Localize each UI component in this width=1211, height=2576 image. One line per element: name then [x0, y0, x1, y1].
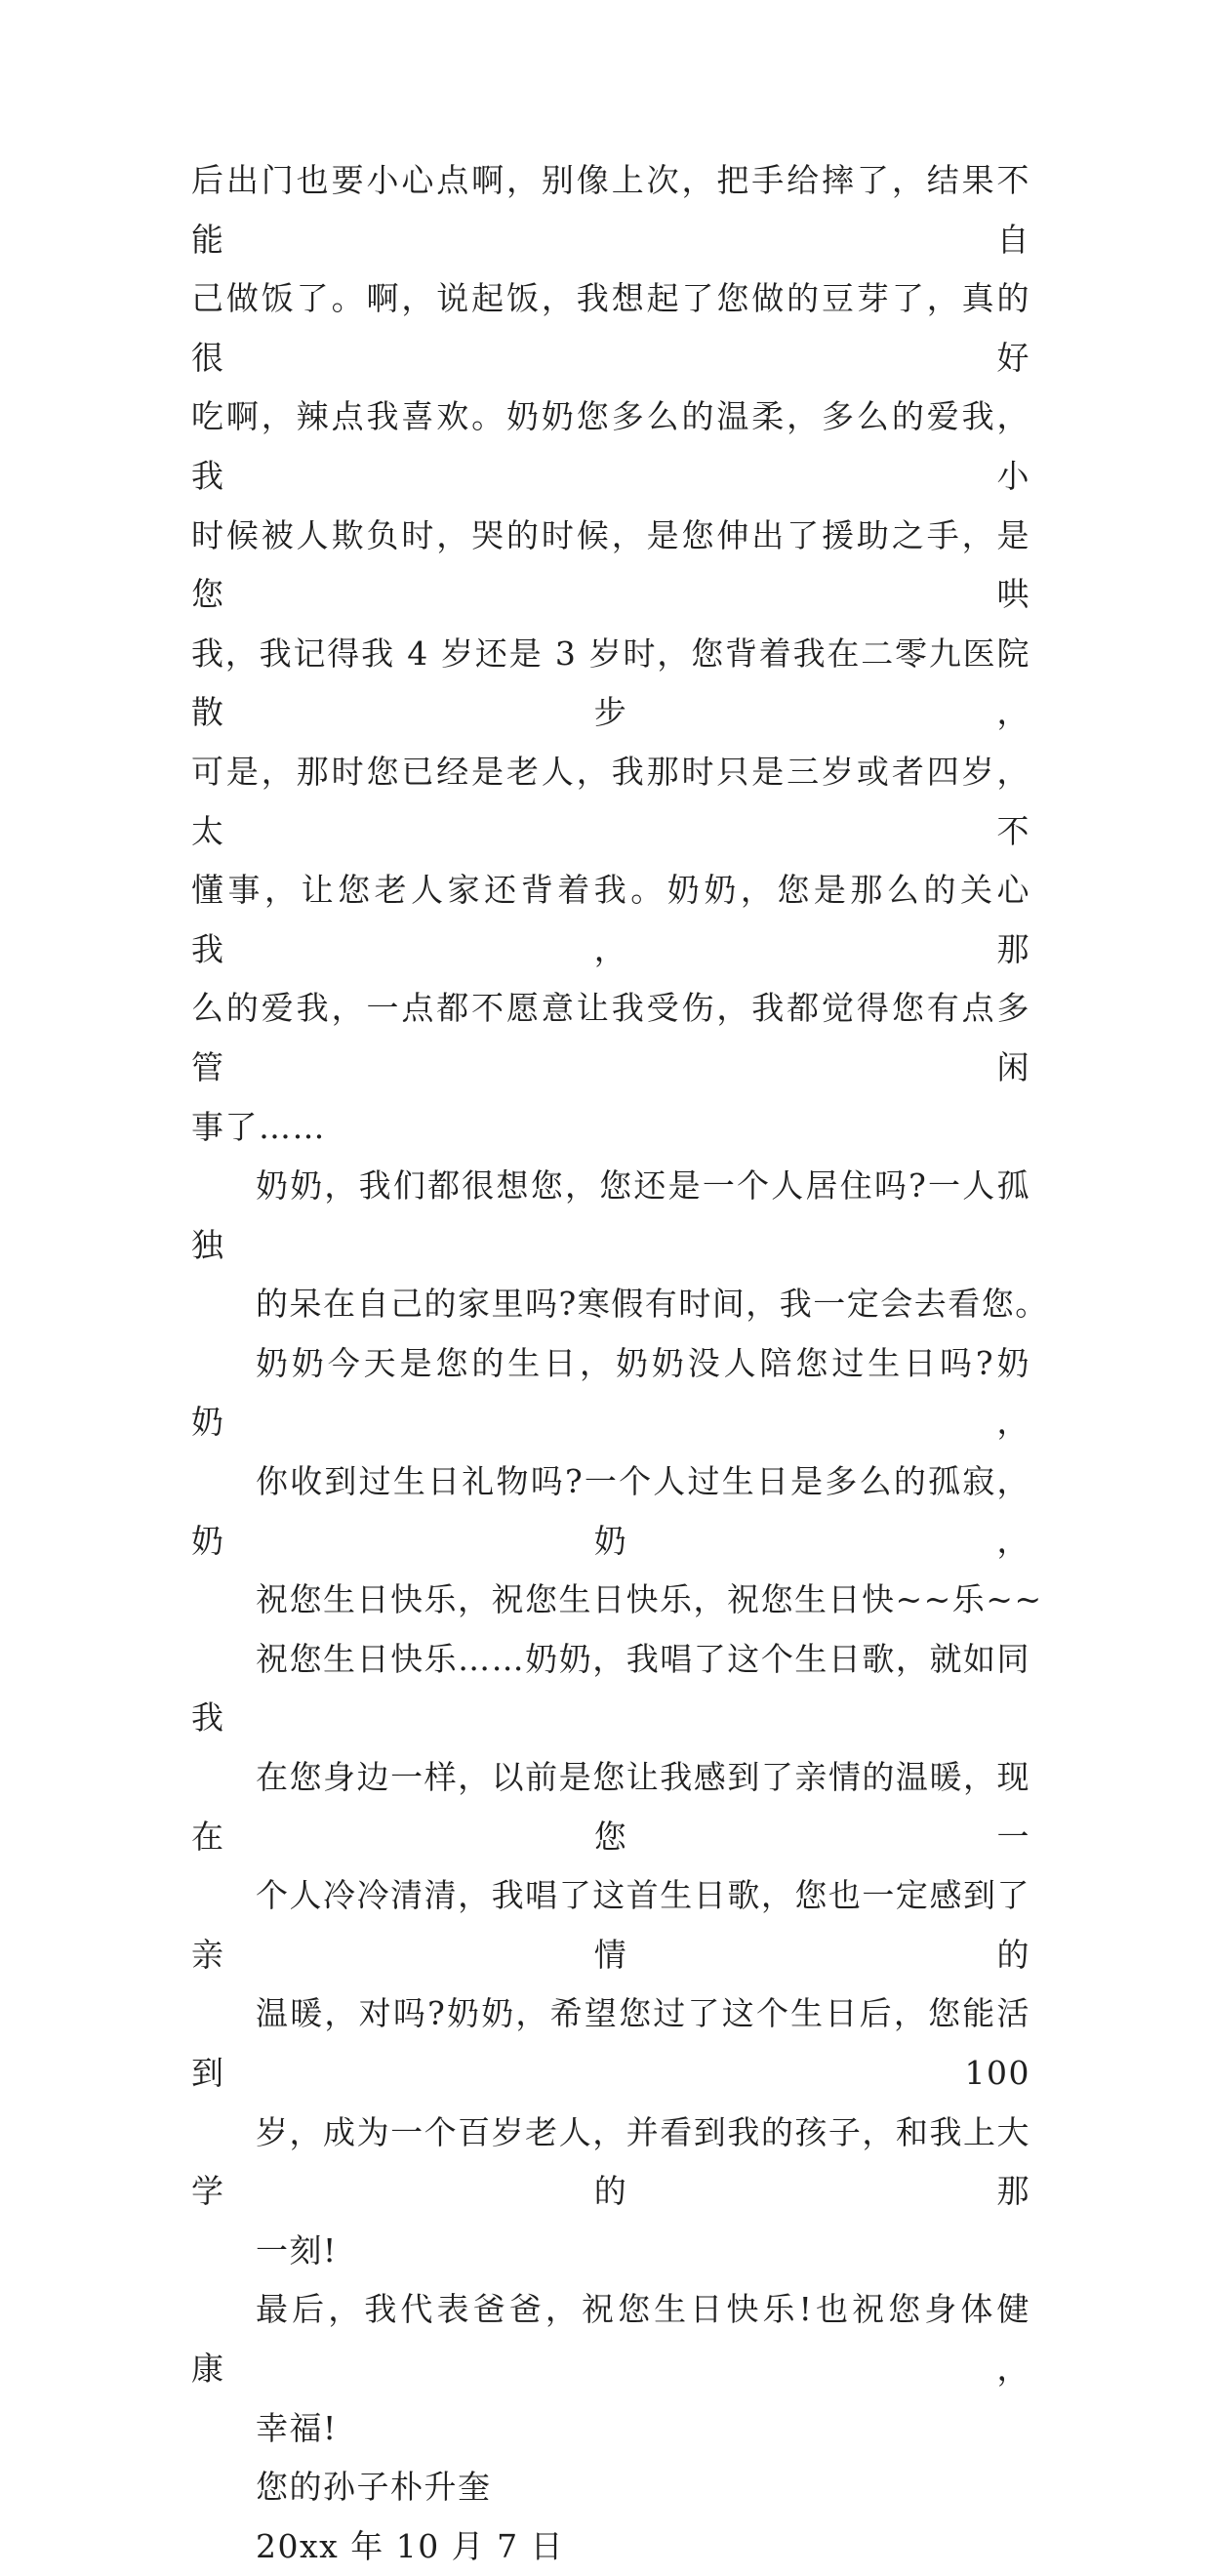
- text-line: 己做饭了。啊，说起饭，我想起了您做的豆芽了，真的很好: [191, 279, 1030, 377]
- text-line: 一刻!: [256, 2230, 338, 2269]
- text-line: 最后，我代表爸爸，祝您生日快乐!也祝您身体健康，: [191, 2290, 1030, 2388]
- text-line: 事了……: [191, 1107, 326, 1146]
- text-line: 岁，成为一个百岁老人，并看到我的孩子，和我上大学的那: [191, 2112, 1030, 2211]
- paragraph: [191, 151, 1030, 1157]
- paragraph: [191, 2280, 1030, 2458]
- text-line: 懂事，让您老人家还背着我。奶奶，您是那么的关心我，那: [191, 871, 1030, 968]
- paragraph: [191, 1334, 1043, 1630]
- text-line: 时候被人欺负时，哭的时候，是您伸出了援助之手，是您哄: [191, 515, 1030, 614]
- paragraph: [191, 1157, 1049, 1334]
- text-line: 么的爱我，一点都不愿意让我受伤，我都觉得您有点多管闲: [191, 989, 1030, 1086]
- text-line: 可是，那时您已经是老人，我那时只是三岁或者四岁，太不: [191, 752, 1030, 850]
- text-line: 后出门也要小心点啊，别像上次，把手给摔了，结果不能自: [191, 161, 1030, 259]
- text-line: 的呆在自己的家里吗?寒假有时间，我一定会去看您。: [256, 1285, 1049, 1324]
- text-line: 祝您生日快乐……奶奶，我唱了这个生日歌，就如同我: [191, 1639, 1030, 1738]
- text-line: 我，我记得我 4 岁还是 3 岁时，您背着我在二零九医院散步，: [191, 634, 1030, 732]
- text-line: 奶奶，我们都很想您，您还是一个人居住吗?一人孤独: [191, 1166, 1030, 1264]
- letter-date: 20xx 年 10 月 7 日: [256, 2526, 565, 2565]
- text-line: 在您身边一样，以前是您让我感到了亲情的温暖，现在您一: [191, 1758, 1030, 1856]
- text-line: 祝您生日快乐，祝您生日快乐，祝您生日快~~乐~~: [256, 1580, 1043, 1619]
- text-line: 温暖，对吗?奶奶，希望您过了这个生日后，您能活到 100: [191, 1994, 1030, 2092]
- paragraph: [191, 1630, 1030, 2281]
- signature: 您的孙子朴升奎: [256, 2468, 492, 2507]
- letter-body: [191, 151, 1049, 2576]
- text-line: 奶奶今天是您的生日，奶奶没人陪您过生日吗?奶奶，: [191, 1343, 1030, 1442]
- text-line: 你收到过生日礼物吗?一个人过生日是多么的孤寂，奶奶，: [191, 1462, 1030, 1560]
- text-line: 吃啊，辣点我喜欢。奶奶您多么的温柔，多么的爱我，我小: [191, 397, 1030, 495]
- paragraph-list: [191, 151, 1049, 2458]
- text-line: 个人冷冷清清，我唱了这首生日歌，您也一定感到了亲情的: [191, 1876, 1030, 1974]
- text-line: 幸福!: [256, 2408, 338, 2447]
